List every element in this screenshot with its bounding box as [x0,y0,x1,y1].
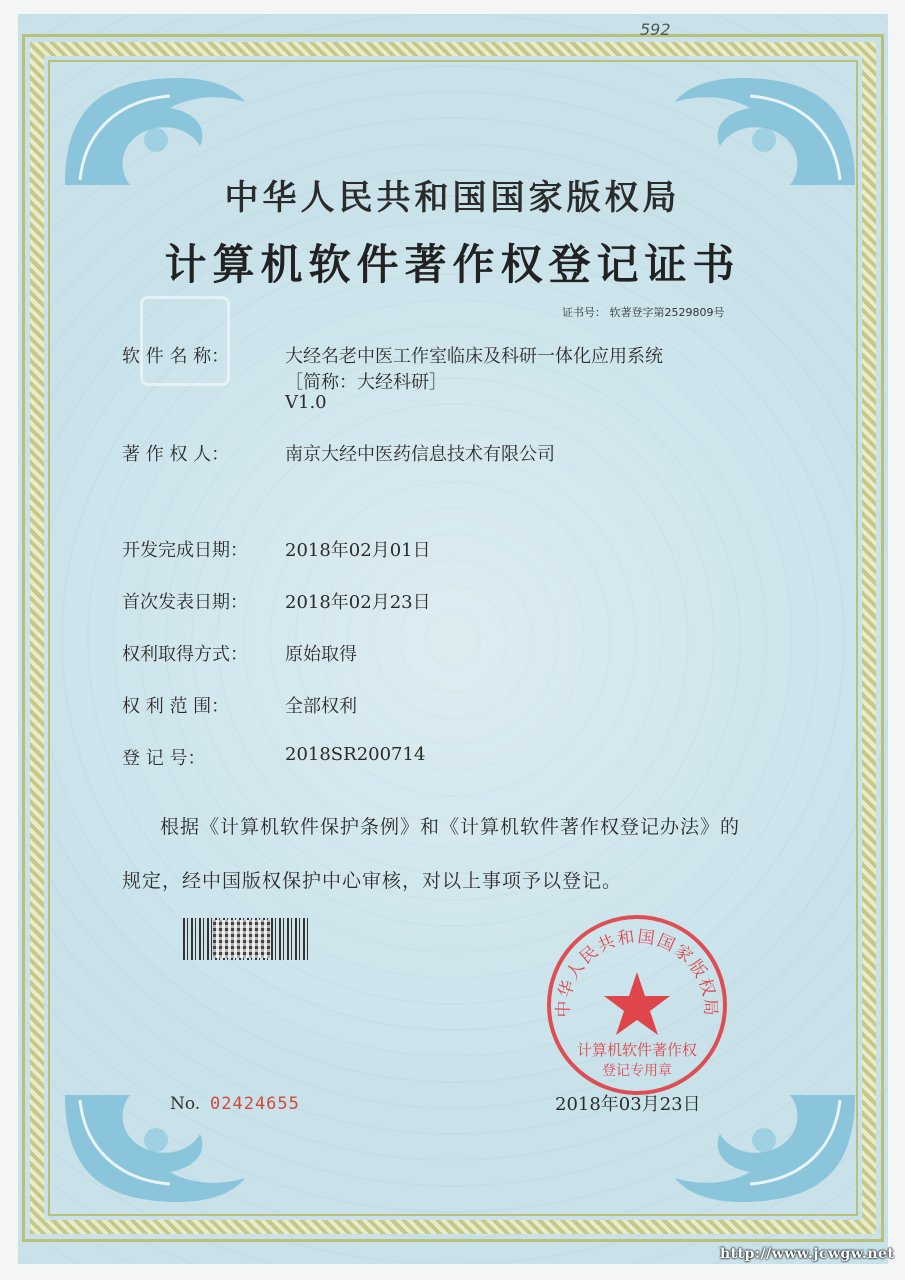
software-name-value: 大经名老中医工作室临床及科研一体化应用系统 [285,346,663,367]
statement-line-2: 规定，经中国版权保护中心审核，对以上事项予以登记。 [122,870,623,892]
barcode [183,918,309,960]
reg-value: 2018SR200714 [285,744,426,765]
watermark-url: http://www.jcwgw.net [720,1246,895,1262]
issuer-title: 中华人民共和国国家版权局 [224,178,681,218]
certificate-title: 计算机软件著作权登记证书 [164,240,741,289]
scope-label: 权 利 范 围： [122,696,230,717]
serial-number: 02424655 [210,1094,300,1114]
seal-inner-line2: 登记专用章 [602,1063,672,1079]
qr-code [213,920,271,958]
statement-line-1: 根据《计算机软件保护条例》和《计算机软件著作权登记办法》的 [160,816,741,838]
certificate-number: 证书号： 软著登字第2529809号 [562,306,725,319]
owner-value: 南京大经中医药信息技术有限公司 [285,444,555,465]
star-icon [604,972,670,1035]
software-version-value: V1.0 [285,392,327,413]
scope-value: 全部权利 [285,696,357,717]
official-seal [542,910,732,1100]
acquire-value: 原始取得 [285,644,357,665]
pub-date-value: 2018年02月23日 [285,592,431,613]
dev-date-value: 2018年02月01日 [285,540,431,561]
seal-inner-line1: 计算机软件著作权 [576,1041,698,1059]
handwritten-note: 592 [640,20,671,39]
issue-date: 2018年03月23日 [555,1094,701,1115]
reg-label: 登 记 号： [122,748,206,769]
seal-outer-text: 中华人民共和国国家版权局 [553,926,721,1018]
acquire-label: 权利取得方式： [122,644,248,665]
cpcc-watermark-emblem [140,296,230,386]
owner-label: 著 作 权 人： [122,444,230,465]
software-name-label: 软 件 名 称： [122,346,230,367]
dev-date-label: 开发完成日期： [122,540,248,561]
software-short-value: ［简称：大经科研］ [285,372,447,393]
serial-label: No. [170,1094,201,1114]
pub-date-label: 首次发表日期： [122,592,248,613]
